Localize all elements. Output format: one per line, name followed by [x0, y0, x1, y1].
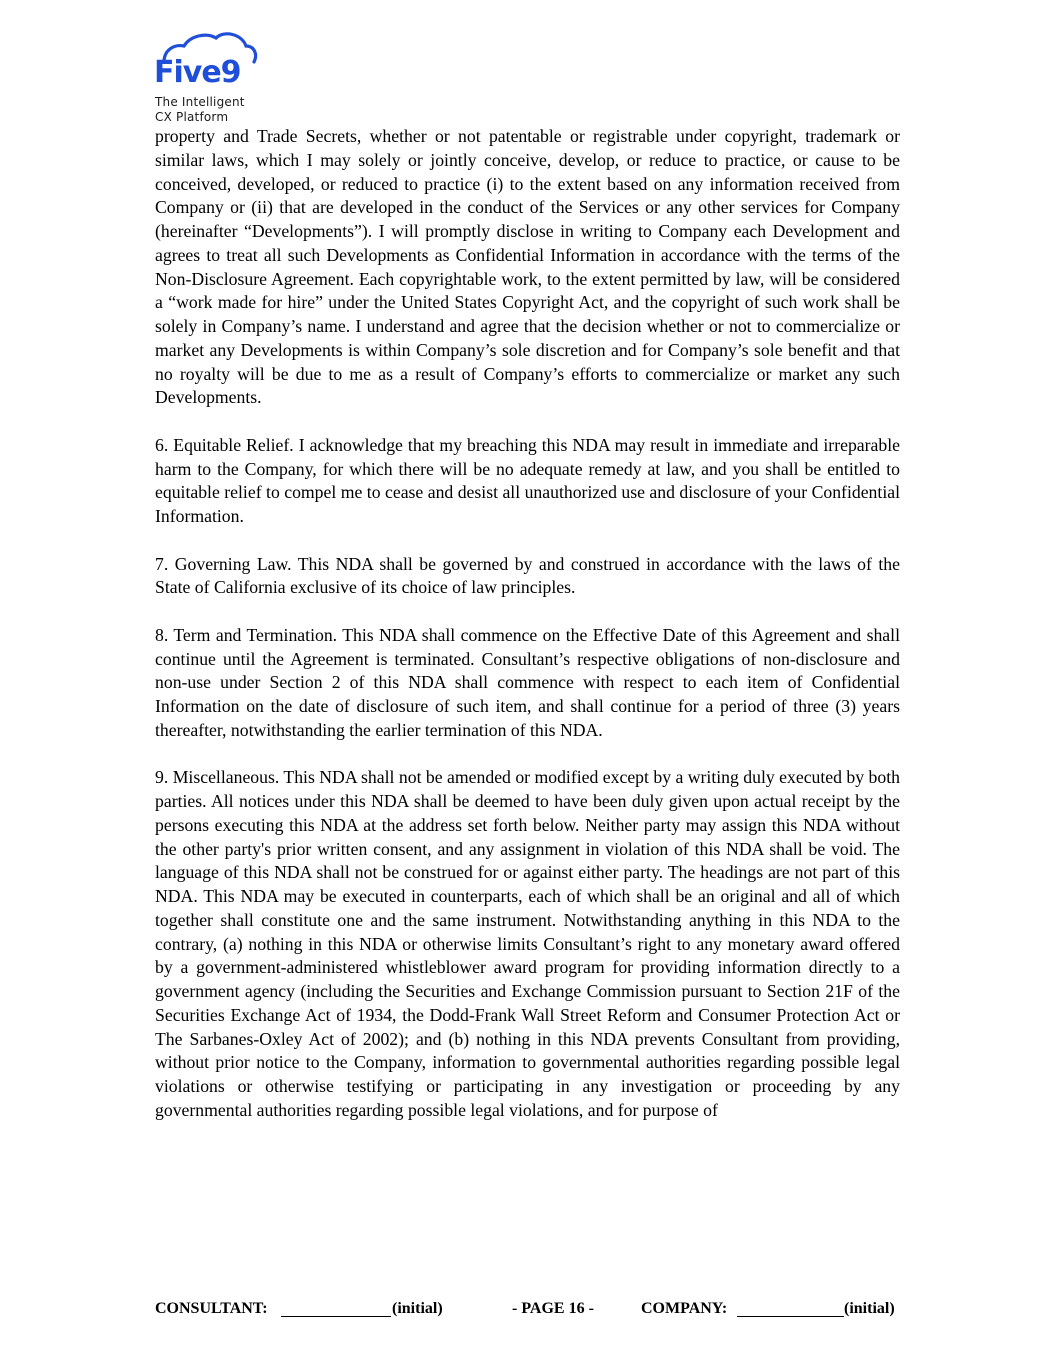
five9-logo: [154, 32, 264, 90]
section-9-miscellaneous: 9. Miscellaneous. This NDA shall not be amended or modified except by a writing duly executed by both parties. All notices under this NDA shall be deemed to have been duly given upon actual receipt by the persons executing this NDA at the address set forth below. Neither party may assign this NDA without the other party's prior written consent, and any assignment in violation of this NDA shall be void. The language of this NDA shall not be construed for or against either party. The headings are not part of this NDA. This NDA may be executed in counterparts, each of which shall be an original and all of which together shall constitute one and the same instrument. Notwithstanding anything in this NDA to the contrary, (a) nothing in this NDA or otherwise limits Consultant’s right to any monetary award offered by a government-administered whistleblower award program for providing information directly to a government agency (including the Securities and Exchange Commission pursuant to Section 21F of the Securities Exchange Act of 1934, the Dodd-Frank Wall Street Reform and Consumer Protection Act or The Sarbanes-Oxley Act of 2002); and (b) nothing in this NDA prevents Consultant from providing, without prior notice to the Company, information to governmental authorities regarding possible legal violations or otherwise testifying or participating in any investigation or proceeding by any governmental authorities regarding possible legal violations, and for purpose of: [155, 767, 900, 1120]
consultant-initial-line[interactable]: [281, 1299, 391, 1317]
document-body: [155, 125, 900, 1123]
company-label: COMPANY:: [641, 1300, 728, 1317]
company-initial-line[interactable]: [737, 1299, 844, 1317]
consultant-initial-caption: (initial): [392, 1300, 443, 1317]
section-6-equitable-relief: 6. Equitable Relief. I acknowledge that my breaching this NDA may result in immediate and irreparable harm to the Company, for which there will be no adequate remedy at law, and you shall be entitled to equitable relief to compel me to cease and desist all unauthorized use and disclosure of your Confidential Information.: [155, 434, 900, 526]
company-initial-caption: (initial): [844, 1300, 895, 1317]
continued-paragraph: property and Trade Secrets, whether or not patentable or registrable under copyright, trademark or similar laws, which I may solely or jointly conceive, develop, or reduce to practice, or cause to be conceived, developed, or reduced to practice (i) to the extent based on any information received from Company or (ii) that are developed in the conduct of the Services or any other services for Company (hereinafter “Developments”). I will promptly disclose in writing to Company each Development and agrees to treat all such Developments as Confidential Information in accordance with the terms of the Non-Disclosure Agreement. Each copyrightable work, to the extent permitted by law, will be considered a “work made for hire” under the United States Copyright Act, and the copyright of such work shall be solely in Company’s name. I understand and agree that the decision whether or not to commercialize or market any Developments is within Company’s sole discretion and for Company’s sole benefit and that no royalty will be due to me as a result of Company’s efforts to commercialize or market any such Developments.: [155, 126, 900, 408]
tagline-line-1: The Intelligent: [155, 95, 245, 109]
tagline-line-2: CX Platform: [155, 110, 229, 124]
consultant-label: CONSULTANT:: [155, 1300, 268, 1317]
logo-wordmark: Five9: [154, 55, 241, 90]
logo-tagline: [155, 95, 245, 125]
page-number: - PAGE 16 -: [512, 1300, 594, 1317]
section-8-term-termination: 8. Term and Termination. This NDA shall commence on the Effective Date of this Agreement and shall continue until the Agreement is terminated. Consultant’s respective obligations of non-disclosure and non-use under Section 2 of this NDA shall commence with respect to each item of Confidential Information on the date of disclosure of such item, and shall continue for a period of three (3) years thereafter, notwithstanding the earlier termination of this NDA.: [155, 624, 900, 740]
section-7-governing-law: 7. Governing Law. This NDA shall be governed by and construed in accordance with the laws of the State of California exclusive of its choice of law principles.: [155, 553, 900, 598]
